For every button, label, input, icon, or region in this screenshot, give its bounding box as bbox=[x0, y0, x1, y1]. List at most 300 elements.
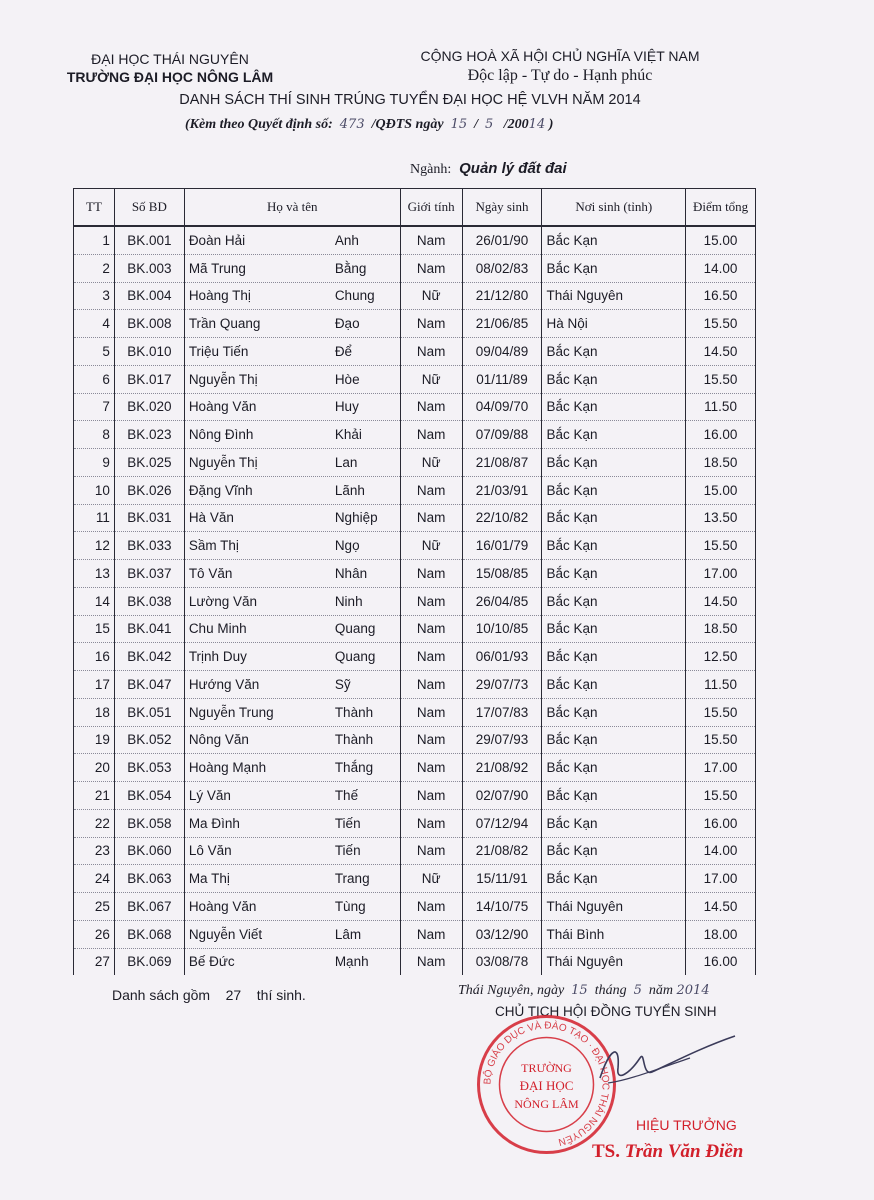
cell-score: 11.50 bbox=[686, 671, 756, 699]
table-row bbox=[74, 226, 756, 254]
rector-title: HIỆU TRƯỞNG bbox=[636, 1117, 737, 1133]
cell-name bbox=[184, 365, 400, 393]
cell-surname: Nông Văn bbox=[188, 732, 249, 748]
cell-tt: 22 bbox=[74, 809, 115, 837]
cell-name bbox=[184, 615, 400, 643]
date-month-label: tháng bbox=[594, 983, 627, 998]
table-row bbox=[74, 338, 756, 366]
cell-birthplace: Thái Nguyên bbox=[542, 893, 686, 921]
cell-tt: 5 bbox=[74, 338, 115, 366]
date-month: 5 bbox=[633, 983, 642, 998]
cell-dob: 01/11/89 bbox=[462, 365, 542, 393]
cell-name bbox=[184, 643, 400, 671]
cell-name bbox=[184, 837, 400, 865]
cell-dob: 06/01/93 bbox=[462, 643, 542, 671]
cell-sbd: BK.010 bbox=[114, 338, 184, 366]
major-line bbox=[410, 160, 567, 178]
cell-gender: Nam bbox=[400, 920, 462, 948]
cell-name bbox=[184, 560, 400, 588]
cell-birthplace: Bắc Kạn bbox=[542, 671, 686, 699]
cell-birthplace: Bắc Kạn bbox=[542, 476, 686, 504]
cell-birthplace: Thái Nguyên bbox=[542, 282, 686, 310]
cell-name bbox=[184, 532, 400, 560]
cell-sbd: BK.068 bbox=[114, 920, 184, 948]
cell-sbd: BK.033 bbox=[114, 532, 184, 560]
cell-given-name: Tùng bbox=[334, 898, 366, 914]
cell-dob: 04/09/70 bbox=[462, 393, 542, 421]
cell-score: 17.00 bbox=[686, 560, 756, 588]
cell-birthplace: Bắc Kạn bbox=[542, 449, 686, 477]
cell-dob: 03/12/90 bbox=[462, 920, 542, 948]
cell-name bbox=[184, 393, 400, 421]
col-header-tt: TT bbox=[74, 189, 115, 227]
cell-name bbox=[184, 948, 400, 975]
cell-score: 15.50 bbox=[686, 365, 756, 393]
table-row bbox=[74, 643, 756, 671]
cell-birthplace: Thái Bình bbox=[542, 920, 686, 948]
cell-surname: Tô Văn bbox=[188, 565, 233, 581]
cell-tt: 1 bbox=[74, 226, 115, 254]
cell-dob: 02/07/90 bbox=[462, 782, 542, 810]
table-row bbox=[74, 754, 756, 782]
cell-tt: 9 bbox=[74, 449, 115, 477]
cell-given-name: Nghiệp bbox=[334, 510, 378, 526]
table-row bbox=[74, 282, 756, 310]
cell-tt: 11 bbox=[74, 504, 115, 532]
cell-gender: Nam bbox=[400, 421, 462, 449]
cell-surname: Ma Đình bbox=[188, 815, 240, 831]
cell-dob: 21/08/92 bbox=[462, 754, 542, 782]
university-name: ĐẠI HỌC THÁI NGUYÊN bbox=[91, 51, 249, 67]
cell-gender: Nữ bbox=[400, 449, 462, 477]
cell-name bbox=[184, 587, 400, 615]
stamp-line-2: ĐẠI HỌC bbox=[519, 1078, 574, 1093]
cell-gender: Nữ bbox=[400, 282, 462, 310]
cell-surname: Nguyễn Thị bbox=[188, 454, 258, 470]
cell-tt: 12 bbox=[74, 532, 115, 560]
cell-surname: Hoàng Mạnh bbox=[188, 760, 267, 776]
cell-given-name: Trang bbox=[334, 871, 370, 887]
cell-given-name: Hòe bbox=[334, 371, 360, 387]
cell-sbd: BK.047 bbox=[114, 671, 184, 699]
cell-sbd: BK.051 bbox=[114, 698, 184, 726]
cell-surname: Đoàn Hải bbox=[188, 232, 246, 248]
table-row bbox=[74, 476, 756, 504]
cell-sbd: BK.025 bbox=[114, 449, 184, 477]
cell-name bbox=[184, 809, 400, 837]
cell-birthplace: Bắc Kạn bbox=[542, 837, 686, 865]
cell-score: 16.50 bbox=[686, 282, 756, 310]
cell-given-name: Huy bbox=[334, 399, 359, 415]
cell-name bbox=[184, 421, 400, 449]
cell-dob: 21/08/87 bbox=[462, 449, 542, 477]
cell-surname: Hoàng Thị bbox=[188, 288, 251, 304]
cell-given-name: Để bbox=[334, 343, 353, 359]
cell-sbd: BK.026 bbox=[114, 476, 184, 504]
cell-gender: Nam bbox=[400, 893, 462, 921]
cell-gender: Nam bbox=[400, 809, 462, 837]
table-row bbox=[74, 310, 756, 338]
cell-tt: 16 bbox=[74, 643, 115, 671]
document-title: DANH SÁCH THÍ SINH TRÚNG TUYỂN ĐẠI HỌC HỆ VLVH NĂM 2014 bbox=[179, 92, 641, 108]
cell-dob: 26/04/85 bbox=[462, 587, 542, 615]
cell-score: 15.50 bbox=[686, 310, 756, 338]
cell-dob: 07/12/94 bbox=[462, 809, 542, 837]
table-row bbox=[74, 615, 756, 643]
cell-score: 16.00 bbox=[686, 948, 756, 975]
cell-given-name: Nhân bbox=[334, 565, 368, 581]
cell-birthplace: Bắc Kạn bbox=[542, 560, 686, 588]
cell-gender: Nam bbox=[400, 754, 462, 782]
cell-score: 15.50 bbox=[686, 782, 756, 810]
cell-surname: Bế Đức bbox=[188, 954, 235, 970]
cell-score: 15.50 bbox=[686, 698, 756, 726]
stamp-line-1: TRƯỜNG bbox=[521, 1061, 572, 1075]
cell-dob: 26/01/90 bbox=[462, 226, 542, 254]
cell-sbd: BK.023 bbox=[114, 421, 184, 449]
cell-tt: 25 bbox=[74, 893, 115, 921]
cell-birthplace: Bắc Kạn bbox=[542, 615, 686, 643]
rector-name bbox=[592, 1141, 743, 1163]
cell-score: 16.00 bbox=[686, 809, 756, 837]
cell-gender: Nam bbox=[400, 782, 462, 810]
cell-surname: Ma Thị bbox=[188, 871, 230, 887]
decision-reference: (Kèm theo Quyết định số: 473 /QĐTS ngày 15 / 5 /20014 ) bbox=[185, 117, 554, 132]
cell-tt: 15 bbox=[74, 615, 115, 643]
cell-tt: 6 bbox=[74, 365, 115, 393]
cell-tt: 14 bbox=[74, 587, 115, 615]
cell-gender: Nữ bbox=[400, 532, 462, 560]
cell-sbd: BK.008 bbox=[114, 310, 184, 338]
cell-given-name: Quang bbox=[334, 649, 376, 665]
cell-tt: 13 bbox=[74, 560, 115, 588]
cell-gender: Nam bbox=[400, 226, 462, 254]
decision-number: 473 bbox=[339, 117, 365, 132]
date-year-label: năm bbox=[648, 983, 673, 998]
cell-birthplace: Bắc Kạn bbox=[542, 393, 686, 421]
cell-gender: Nam bbox=[400, 587, 462, 615]
cell-tt: 4 bbox=[74, 310, 115, 338]
decision-prefix: (Kèm theo Quyết định số: bbox=[185, 117, 333, 132]
cell-gender: Nữ bbox=[400, 865, 462, 893]
council-title: CHỦ TỊCH HỘI ĐỒNG TUYỂN SINH bbox=[495, 1004, 717, 1019]
cell-given-name: Tiến bbox=[334, 815, 361, 831]
stamp-ring-text: BỘ GIÁO DỤC VÀ ĐÀO TẠO · ĐẠI HỌC THÁI NGUYÊN bbox=[482, 1020, 611, 1148]
cell-tt: 17 bbox=[74, 671, 115, 699]
cell-birthplace: Bắc Kạn bbox=[542, 754, 686, 782]
rector-name-prefix: TS. bbox=[592, 1141, 620, 1162]
cell-score: 14.50 bbox=[686, 587, 756, 615]
cell-surname: Hoàng Văn bbox=[188, 898, 257, 914]
cell-gender: Nam bbox=[400, 643, 462, 671]
cell-gender: Nam bbox=[400, 504, 462, 532]
cell-score: 18.50 bbox=[686, 449, 756, 477]
date-place: Thái Nguyên, ngày bbox=[458, 983, 565, 998]
table-row bbox=[74, 920, 756, 948]
cell-given-name: Thế bbox=[334, 787, 359, 803]
cell-dob: 29/07/73 bbox=[462, 671, 542, 699]
candidates-table bbox=[73, 188, 756, 975]
cell-birthplace: Bắc Kạn bbox=[542, 809, 686, 837]
cell-gender: Nam bbox=[400, 948, 462, 975]
cell-birthplace: Hà Nội bbox=[542, 310, 686, 338]
cell-given-name: Thành bbox=[334, 732, 374, 748]
rector-name-text: Trần Văn Điền bbox=[624, 1141, 744, 1162]
cell-sbd: BK.031 bbox=[114, 504, 184, 532]
summary-suffix: thí sinh. bbox=[256, 987, 306, 1003]
school-name: TRƯỜNG ĐẠI HỌC NÔNG LÂM bbox=[66, 69, 274, 85]
cell-sbd: BK.058 bbox=[114, 809, 184, 837]
cell-name bbox=[184, 226, 400, 254]
table-row bbox=[74, 254, 756, 282]
cell-tt: 7 bbox=[74, 393, 115, 421]
cell-birthplace: Bắc Kạn bbox=[542, 365, 686, 393]
table-row bbox=[74, 782, 756, 810]
cell-surname: Trần Quang bbox=[188, 316, 261, 332]
cell-gender: Nam bbox=[400, 615, 462, 643]
cell-tt: 27 bbox=[74, 948, 115, 975]
cell-name bbox=[184, 671, 400, 699]
table-row bbox=[74, 837, 756, 865]
table-row bbox=[74, 809, 756, 837]
table-row bbox=[74, 393, 756, 421]
col-header-gender: Giới tính bbox=[400, 189, 462, 227]
cell-given-name: Ngọ bbox=[334, 538, 360, 554]
cell-given-name: Ninh bbox=[334, 593, 363, 609]
cell-given-name: Mạnh bbox=[334, 954, 369, 970]
cell-given-name: Anh bbox=[334, 232, 359, 248]
cell-tt: 20 bbox=[74, 754, 115, 782]
cell-gender: Nam bbox=[400, 310, 462, 338]
cell-surname: Nguyễn Trung bbox=[188, 704, 274, 720]
decision-year-hand: 14 bbox=[528, 117, 546, 132]
cell-dob: 08/02/83 bbox=[462, 254, 542, 282]
table-row bbox=[74, 587, 756, 615]
cell-dob: 14/10/75 bbox=[462, 893, 542, 921]
cell-given-name: Bằng bbox=[334, 260, 367, 276]
cell-name bbox=[184, 310, 400, 338]
country-name: CỘNG HOÀ XÃ HỘI CHỦ NGHĨA VIỆT NAM bbox=[420, 48, 700, 64]
cell-sbd: BK.042 bbox=[114, 643, 184, 671]
cell-surname: Đặng Vĩnh bbox=[188, 482, 253, 498]
cell-name bbox=[184, 504, 400, 532]
cell-birthplace: Bắc Kạn bbox=[542, 532, 686, 560]
cell-name bbox=[184, 282, 400, 310]
cell-given-name: Quang bbox=[334, 621, 376, 637]
cell-given-name: Khải bbox=[334, 427, 362, 443]
national-motto: Độc lập - Tự do - Hạnh phúc bbox=[467, 67, 653, 84]
table-row bbox=[74, 893, 756, 921]
cell-birthplace: Bắc Kạn bbox=[542, 865, 686, 893]
cell-dob: 21/08/82 bbox=[462, 837, 542, 865]
cell-score: 17.00 bbox=[686, 754, 756, 782]
decision-mid: /QĐTS ngày bbox=[371, 117, 444, 132]
cell-dob: 21/03/91 bbox=[462, 476, 542, 504]
cell-birthplace: Bắc Kạn bbox=[542, 504, 686, 532]
cell-surname: Lý Văn bbox=[188, 787, 231, 803]
cell-score: 15.00 bbox=[686, 476, 756, 504]
cell-name bbox=[184, 726, 400, 754]
cell-gender: Nam bbox=[400, 726, 462, 754]
summary-prefix: Danh sách gồm bbox=[112, 987, 211, 1003]
cell-gender: Nữ bbox=[400, 365, 462, 393]
cell-surname: Sầm Thị bbox=[188, 538, 239, 554]
cell-birthplace: Bắc Kạn bbox=[542, 254, 686, 282]
cell-surname: Mã Trung bbox=[188, 260, 246, 276]
major-value: Quản lý đất đai bbox=[459, 160, 567, 177]
table-row bbox=[74, 948, 756, 975]
cell-birthplace: Bắc Kạn bbox=[542, 587, 686, 615]
issuer-block bbox=[50, 50, 290, 86]
cell-birthplace: Bắc Kạn bbox=[542, 782, 686, 810]
cell-gender: Nam bbox=[400, 698, 462, 726]
col-header-sbd: Số BD bbox=[114, 189, 184, 227]
cell-name bbox=[184, 698, 400, 726]
cell-score: 12.50 bbox=[686, 643, 756, 671]
table-row bbox=[74, 365, 756, 393]
cell-dob: 29/07/93 bbox=[462, 726, 542, 754]
col-header-score: Điểm tổng bbox=[686, 189, 756, 227]
cell-given-name: Lan bbox=[334, 454, 358, 470]
cell-given-name: Lâm bbox=[334, 926, 362, 942]
national-header bbox=[410, 47, 710, 85]
cell-score: 15.00 bbox=[686, 226, 756, 254]
cell-name bbox=[184, 449, 400, 477]
cell-tt: 26 bbox=[74, 920, 115, 948]
cell-dob: 16/01/79 bbox=[462, 532, 542, 560]
cell-sbd: BK.004 bbox=[114, 282, 184, 310]
cell-birthplace: Bắc Kạn bbox=[542, 226, 686, 254]
decision-month: 5 bbox=[485, 117, 494, 132]
cell-name bbox=[184, 476, 400, 504]
cell-sbd: BK.067 bbox=[114, 893, 184, 921]
cell-sbd: BK.001 bbox=[114, 226, 184, 254]
cell-sbd: BK.053 bbox=[114, 754, 184, 782]
major-label: Ngành: bbox=[410, 162, 452, 177]
summary-line bbox=[112, 987, 306, 1003]
cell-gender: Nam bbox=[400, 254, 462, 282]
cell-dob: 03/08/78 bbox=[462, 948, 542, 975]
cell-sbd: BK.063 bbox=[114, 865, 184, 893]
cell-score: 11.50 bbox=[686, 393, 756, 421]
cell-birthplace: Bắc Kạn bbox=[542, 421, 686, 449]
table-row bbox=[74, 504, 756, 532]
signing-date bbox=[458, 983, 710, 999]
cell-sbd: BK.069 bbox=[114, 948, 184, 975]
cell-sbd: BK.052 bbox=[114, 726, 184, 754]
cell-tt: 10 bbox=[74, 476, 115, 504]
cell-given-name: Đạo bbox=[334, 316, 360, 332]
cell-surname: Nông Đình bbox=[188, 427, 254, 443]
cell-dob: 07/09/88 bbox=[462, 421, 542, 449]
table-row bbox=[74, 671, 756, 699]
cell-given-name: Lãnh bbox=[334, 482, 365, 498]
cell-birthplace: Bắc Kạn bbox=[542, 726, 686, 754]
cell-score: 16.00 bbox=[686, 421, 756, 449]
cell-tt: 23 bbox=[74, 837, 115, 865]
cell-score: 15.50 bbox=[686, 532, 756, 560]
cell-surname: Hướng Văn bbox=[188, 676, 260, 692]
cell-birthplace: Bắc Kạn bbox=[542, 698, 686, 726]
cell-gender: Nam bbox=[400, 476, 462, 504]
table-row bbox=[74, 560, 756, 588]
table-row bbox=[74, 421, 756, 449]
date-day: 15 bbox=[571, 983, 588, 998]
decision-day: 15 bbox=[450, 117, 468, 132]
cell-sbd: BK.003 bbox=[114, 254, 184, 282]
table-row bbox=[74, 449, 756, 477]
cell-score: 18.50 bbox=[686, 615, 756, 643]
cell-score: 14.00 bbox=[686, 837, 756, 865]
table-row bbox=[74, 532, 756, 560]
cell-tt: 8 bbox=[74, 421, 115, 449]
table-row bbox=[74, 698, 756, 726]
cell-name bbox=[184, 893, 400, 921]
cell-given-name: Sỹ bbox=[334, 676, 351, 692]
table-row bbox=[74, 726, 756, 754]
table-row bbox=[74, 865, 756, 893]
stamp-line-3: NÔNG LÂM bbox=[514, 1097, 579, 1111]
cell-tt: 3 bbox=[74, 282, 115, 310]
cell-surname: Chu Minh bbox=[188, 621, 247, 637]
cell-surname: Trịnh Duy bbox=[188, 649, 247, 665]
table-header-row bbox=[74, 189, 756, 227]
cell-gender: Nam bbox=[400, 338, 462, 366]
cell-tt: 19 bbox=[74, 726, 115, 754]
cell-name bbox=[184, 782, 400, 810]
date-year: 2014 bbox=[676, 983, 710, 998]
cell-tt: 21 bbox=[74, 782, 115, 810]
cell-sbd: BK.038 bbox=[114, 587, 184, 615]
cell-surname: Lô Văn bbox=[188, 843, 232, 859]
cell-surname: Hoàng Văn bbox=[188, 399, 257, 415]
cell-sbd: BK.020 bbox=[114, 393, 184, 421]
cell-sbd: BK.060 bbox=[114, 837, 184, 865]
cell-dob: 21/06/85 bbox=[462, 310, 542, 338]
handwritten-signature bbox=[590, 1028, 740, 1098]
cell-name bbox=[184, 338, 400, 366]
cell-name bbox=[184, 254, 400, 282]
col-header-birthplace: Nơi sinh (tỉnh) bbox=[542, 189, 686, 227]
cell-score: 14.00 bbox=[686, 254, 756, 282]
cell-tt: 2 bbox=[74, 254, 115, 282]
cell-surname: Nguyễn Viết bbox=[188, 926, 263, 942]
cell-tt: 24 bbox=[74, 865, 115, 893]
cell-birthplace: Bắc Kạn bbox=[542, 338, 686, 366]
cell-surname: Triệu Tiến bbox=[188, 343, 249, 359]
table-body bbox=[74, 226, 756, 975]
cell-birthplace: Thái Nguyên bbox=[542, 948, 686, 975]
cell-score: 17.00 bbox=[686, 865, 756, 893]
cell-dob: 10/10/85 bbox=[462, 615, 542, 643]
cell-surname: Hà Văn bbox=[188, 510, 234, 526]
cell-score: 13.50 bbox=[686, 504, 756, 532]
cell-score: 15.50 bbox=[686, 726, 756, 754]
cell-gender: Nam bbox=[400, 671, 462, 699]
cell-dob: 15/11/91 bbox=[462, 865, 542, 893]
cell-gender: Nam bbox=[400, 837, 462, 865]
cell-score: 14.50 bbox=[686, 338, 756, 366]
cell-dob: 09/04/89 bbox=[462, 338, 542, 366]
col-header-dob: Ngày sinh bbox=[462, 189, 542, 227]
cell-name bbox=[184, 920, 400, 948]
cell-given-name: Thành bbox=[334, 704, 374, 720]
cell-sbd: BK.017 bbox=[114, 365, 184, 393]
cell-score: 14.50 bbox=[686, 893, 756, 921]
cell-score: 18.00 bbox=[686, 920, 756, 948]
cell-dob: 22/10/82 bbox=[462, 504, 542, 532]
cell-surname: Nguyễn Thị bbox=[188, 371, 258, 387]
